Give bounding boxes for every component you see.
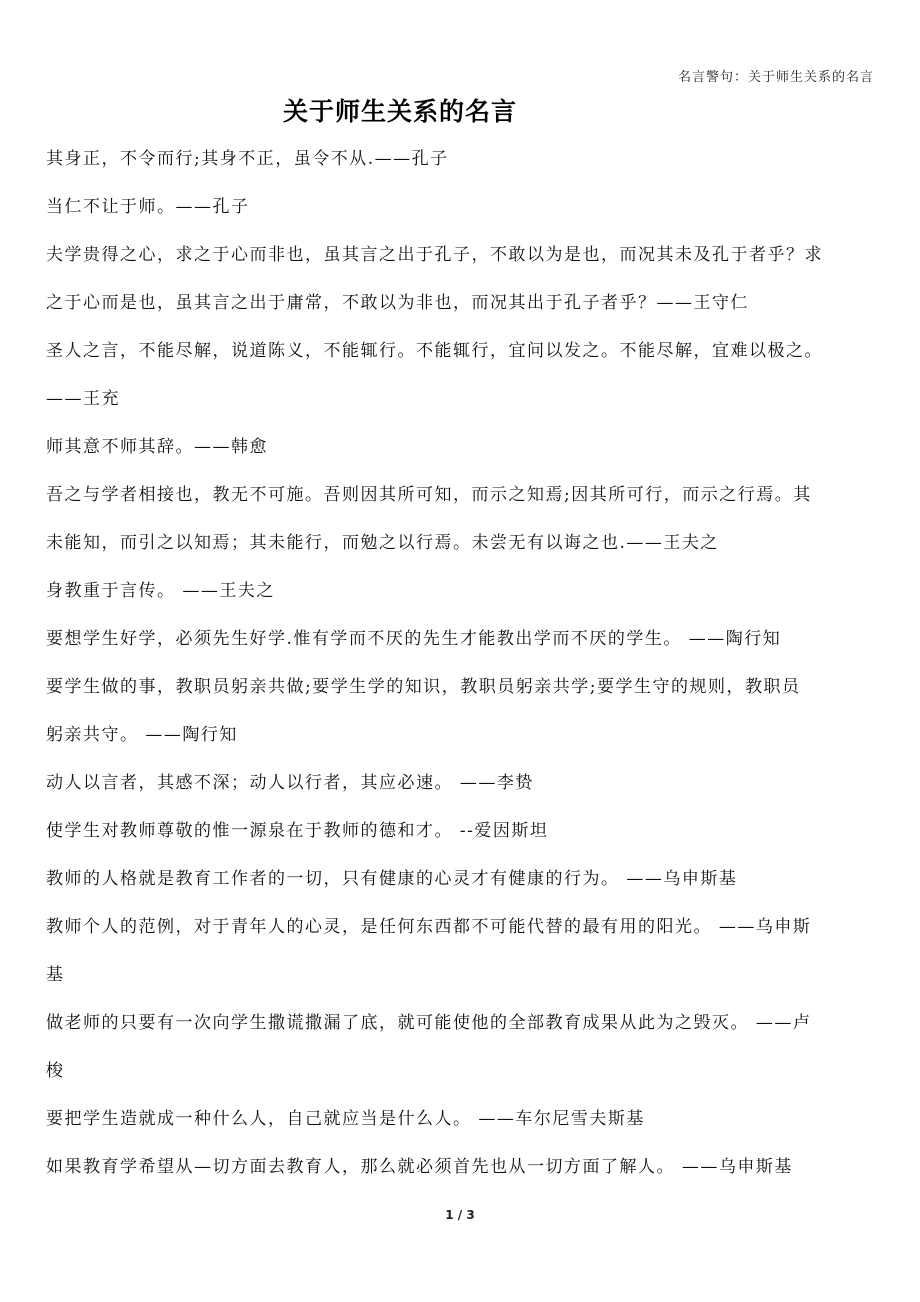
text-line: 师其意不师其辞。——韩愈: [46, 437, 268, 457]
page-title: 关于师生关系的名言: [282, 97, 517, 126]
text-line: 未能知，而引之以知焉；其未能行，而勉之以行焉。未尝无有以诲之也.——王夫之: [46, 533, 719, 553]
text-line: 当仁不让于师。——孔子: [46, 197, 250, 217]
text-line: 吾之与学者相接也，教无不可施。吾则因其所可知，而示之知焉;因其所可行，而示之行焉。其: [46, 485, 812, 505]
quote-list: [46, 142, 880, 1198]
text-line: 圣人之言，不能尽解，说道陈义，不能辄行。不能辄行，宜问以发之。不能尽解，宜难以极之。: [46, 341, 823, 361]
text-line: 要学生做的事，教职员躬亲共做;要学生学的知识，教职员躬亲共学;要学生守的规则，教职员: [46, 677, 801, 697]
text-line: 动人以言者，其感不深；动人以行者，其应必速。 ——李贽: [46, 773, 534, 793]
text-line: 身教重于言传。 ——王夫之: [46, 581, 275, 601]
running-header: 名言警句：关于师生关系的名言: [677, 70, 874, 85]
text-line: 教师个人的范例，对于青年人的心灵，是任何东西都不可能代替的最有用的阳光。 ——乌申斯: [46, 917, 812, 937]
text-line: ——王充: [46, 389, 120, 409]
text-line: 如果教育学希望从—切方面去教育人，那么就必须首先也从一切方面了解人。 ——乌申斯基: [46, 1157, 793, 1177]
text-line: 做老师的只要有一次向学生撒谎撒漏了底，就可能使他的全部教育成果从此为之毁灭。 ——卢: [46, 1013, 812, 1033]
text-line: 使学生对教师尊敬的惟一源泉在于教师的德和才。 --爱因斯坦: [46, 821, 549, 841]
text-line: 教师的人格就是教育工作者的一切，只有健康的心灵才有健康的行为。 ——乌申斯基: [46, 869, 738, 889]
text-line: 其身正，不令而行;其身不正，虽令不从.——孔子: [46, 149, 449, 169]
text-line: 梭: [46, 1061, 65, 1081]
text-line: 要把学生造就成一种什么人，自己就应当是什么人。 ——车尔尼雪夫斯基: [46, 1109, 645, 1129]
page-number: 1 / 3: [445, 1208, 475, 1222]
text-line: 之于心而是也，虽其言之出于庸常，不敢以为非也，而况其出于孔子者乎？——王守仁: [46, 293, 749, 313]
text-line: 基: [46, 965, 65, 985]
text-line: 夫学贵得之心，求之于心而非也，虽其言之出于孔子，不敢以为是也，而况其未及孔于者乎？求: [46, 245, 823, 265]
text-line: 躬亲共守。 ——陶行知: [46, 725, 238, 745]
text-line: 要想学生好学，必须先生好学.惟有学而不厌的先生才能教出学而不厌的学生。 ——陶行知: [46, 629, 782, 649]
